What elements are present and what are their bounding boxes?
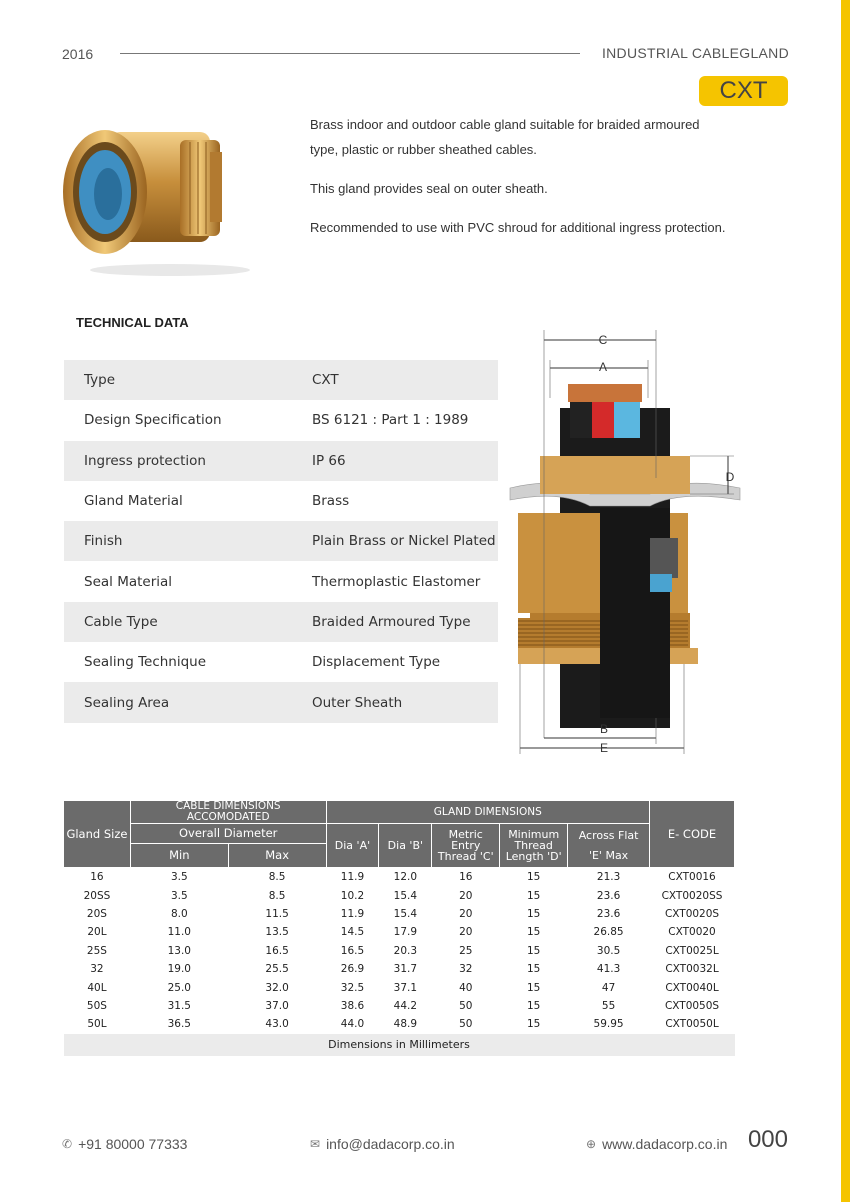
dim-label-e: E <box>599 741 609 755</box>
seal-housing <box>650 538 678 578</box>
table-cell: 37.1 <box>393 981 418 994</box>
table-cell: 15 <box>526 944 541 957</box>
spec-row <box>64 602 498 642</box>
table-cell: CXT0050S <box>664 999 720 1012</box>
table-cell: 41.3 <box>596 963 621 976</box>
cutaway-diagram <box>500 318 750 768</box>
spec-label: Seal Material <box>84 573 173 590</box>
table-cell: 36.5 <box>167 1018 191 1031</box>
model-badge: CXT <box>699 76 788 106</box>
table-cell: 15 <box>526 999 541 1012</box>
table-cell: CXT0020SS <box>661 889 723 902</box>
table-cell: 11.5 <box>265 907 289 920</box>
header-dia-b: Dia 'B' <box>379 824 432 868</box>
table-cell: CXT0016 <box>668 871 716 884</box>
phone-text: +91 80000 77333 <box>78 1136 188 1152</box>
table-cell: 15.4 <box>393 907 418 920</box>
table-row <box>64 1015 735 1033</box>
table-cell: 32.0 <box>265 981 289 994</box>
table-cell: 44.2 <box>393 999 418 1012</box>
table-cell: 26.85 <box>593 926 624 939</box>
table-cell: 59.95 <box>593 1018 624 1031</box>
table-row <box>64 886 735 904</box>
table-row <box>64 905 735 923</box>
spec-value: Brass <box>312 493 350 510</box>
table-cell: CXT0050L <box>665 1018 719 1031</box>
header-rule <box>120 53 580 54</box>
dim-label-b: B <box>599 722 609 736</box>
table-cell: 15 <box>526 1018 541 1031</box>
spec-label: Gland Material <box>84 493 183 510</box>
table-cell: 32 <box>90 963 104 976</box>
table-cell: 21.3 <box>596 871 621 884</box>
spec-value: Thermoplastic Elastomer <box>312 573 481 590</box>
table-cell: 48.9 <box>393 1018 418 1031</box>
header-text: 'E' Max <box>588 849 629 862</box>
header-year: 2016 <box>62 46 94 62</box>
table-cell: 16 <box>459 871 473 884</box>
table-cell: 8.5 <box>268 871 286 884</box>
description-line: Recommended to use with PVC shroud for additional ingress protection. <box>310 220 726 235</box>
table-cell: 8.5 <box>268 889 286 902</box>
table-cell: 20 <box>459 889 473 902</box>
table-cell: 20S <box>86 907 107 920</box>
spec-label: Type <box>84 372 116 389</box>
table-cell: 17.9 <box>393 926 418 939</box>
table-row <box>64 923 735 941</box>
table-cell: 14.5 <box>340 926 365 939</box>
table-cell: 15 <box>526 926 541 939</box>
header-text: Length 'D' <box>505 850 562 863</box>
table-cell: 31.5 <box>167 999 191 1012</box>
photo-shadow <box>90 264 250 276</box>
spec-row <box>64 481 498 521</box>
table-cell: 40 <box>459 981 473 994</box>
table-cell: 8.0 <box>170 907 188 920</box>
table-cell: 10.2 <box>340 889 365 902</box>
header-text: Thread <box>514 839 553 852</box>
table-cell: 25.0 <box>167 981 191 994</box>
table-cell: 50 <box>459 999 473 1012</box>
page-number: 000 <box>747 1126 788 1153</box>
table-cell: 25S <box>86 944 107 957</box>
header-dia-a: Dia 'A' <box>326 824 379 868</box>
table-cell: 43.0 <box>265 1018 289 1031</box>
footer-phone <box>62 1136 187 1152</box>
product-photo <box>50 112 260 282</box>
table-cell: 16.5 <box>340 944 365 957</box>
table-cell: 32 <box>459 963 473 976</box>
description-line: type, plastic or rubber sheathed cables. <box>310 142 537 157</box>
table-cell: 32.5 <box>340 981 365 994</box>
table-cell: 15.4 <box>393 889 418 902</box>
table-cell: 50S <box>86 999 107 1012</box>
website-text: www.dadacorp.co.in <box>602 1136 728 1152</box>
table-cell: 50 <box>459 1018 473 1031</box>
table-cell: 15 <box>526 963 541 976</box>
dimensions-table <box>63 800 735 1056</box>
header-gland-dimensions: GLAND DIMENSIONS <box>326 801 650 824</box>
table-cell: 23.6 <box>596 907 621 920</box>
table-cell: 11.9 <box>340 907 365 920</box>
header-cable-dimensions: CABLE DIMENSIONS ACCOMODATED <box>130 801 326 824</box>
table-cell: 25.5 <box>265 963 289 976</box>
table-cell: 12.0 <box>393 871 418 884</box>
spec-label: Sealing Technique <box>84 654 207 671</box>
table-cell: 15 <box>526 889 541 902</box>
table-cell: 19.0 <box>167 963 191 976</box>
table-cell: 37.0 <box>265 999 289 1012</box>
table-cell: 40L <box>87 981 107 994</box>
table-cell: 20 <box>459 926 473 939</box>
table-cell: 11.0 <box>167 926 191 939</box>
table-cell: CXT0032L <box>665 963 719 976</box>
spec-value: BS 6121 : Part 1 : 1989 <box>312 412 469 429</box>
description-line: This gland provides seal on outer sheath. <box>310 181 548 196</box>
spec-value: IP 66 <box>312 452 346 469</box>
table-cell: 25 <box>459 944 473 957</box>
table-cell: CXT0040L <box>665 981 719 994</box>
table-cell: 3.5 <box>170 889 188 902</box>
header-min: Min <box>130 844 228 868</box>
cable-core-blue <box>614 398 640 438</box>
table-cell: 44.0 <box>340 1018 365 1031</box>
table-cell: 15 <box>526 907 541 920</box>
header-text: Thread 'C' <box>437 850 494 863</box>
spec-value: Plain Brass or Nickel Plated <box>312 533 496 550</box>
globe-icon: ⊕ <box>586 1137 597 1151</box>
spec-row <box>64 400 498 440</box>
header-gland-size: Gland Size <box>64 801 131 868</box>
dimensions-table-body <box>64 868 735 1034</box>
mail-icon: ✉ <box>310 1137 321 1151</box>
dim-label-c: C <box>598 333 608 347</box>
email-text: info@dadacorp.co.in <box>326 1136 455 1152</box>
technical-data-title: TECHNICAL DATA <box>76 315 189 330</box>
product-description <box>310 112 750 240</box>
spec-row <box>64 441 498 481</box>
spec-row <box>64 561 498 601</box>
table-cell: 13.5 <box>265 926 289 939</box>
table-row <box>64 978 735 996</box>
spec-value: CXT <box>312 372 339 389</box>
spec-label: Design Specification <box>84 412 222 429</box>
spec-row <box>64 642 498 682</box>
description-line: Brass indoor and outdoor cable gland suitable for braided armoured <box>310 117 700 132</box>
header-text: Minimum <box>508 828 560 841</box>
header-text: Entry <box>451 839 481 852</box>
table-row <box>64 960 735 978</box>
spec-row <box>64 360 498 400</box>
table-row <box>64 868 735 887</box>
table-row <box>64 997 735 1015</box>
table-cell: 3.5 <box>170 871 188 884</box>
dim-label-a: A <box>598 360 608 374</box>
header-max: Max <box>228 844 326 868</box>
spec-value: Outer Sheath <box>312 694 403 711</box>
table-cell: 30.5 <box>596 944 621 957</box>
dim-label-d: D <box>725 470 735 484</box>
spec-row <box>64 521 498 561</box>
table-cell: 16.5 <box>265 944 289 957</box>
table-cell: 23.6 <box>596 889 621 902</box>
gland-end <box>210 152 222 222</box>
table-cell: CXT0020S <box>664 907 720 920</box>
table-cell: 47 <box>601 981 616 994</box>
technical-data-table <box>64 360 498 723</box>
gland-nut-top <box>540 456 690 494</box>
table-footnote: Dimensions in Millimeters <box>64 1034 735 1056</box>
blue-seal <box>650 574 672 592</box>
table-cell: 20.3 <box>393 944 418 957</box>
table-cell: 20L <box>87 926 107 939</box>
header-minimum-thread-length <box>500 824 568 868</box>
table-cell: 26.9 <box>340 963 365 976</box>
header-category: INDUSTRIAL CABLEGLAND <box>601 45 789 61</box>
spec-label: Ingress protection <box>84 452 206 469</box>
spec-row <box>64 682 498 722</box>
table-footnote-row <box>64 1034 735 1056</box>
header-text: Metric <box>448 828 483 841</box>
footer-email <box>310 1136 455 1152</box>
spec-label: Sealing Area <box>84 694 170 711</box>
table-cell: 50L <box>87 1018 107 1031</box>
table-cell: 31.7 <box>393 963 418 976</box>
table-row <box>64 942 735 960</box>
table-cell: 20SS <box>83 889 111 902</box>
spec-value: Displacement Type <box>312 654 441 671</box>
table-cell: 20 <box>459 907 473 920</box>
table-cell: 16 <box>90 871 104 884</box>
header-overall-diameter: Overall Diameter <box>130 824 326 844</box>
footer-website <box>586 1136 727 1152</box>
header-metric-entry-thread <box>432 824 500 868</box>
table-cell: 55 <box>601 999 616 1012</box>
table-cell: 38.6 <box>340 999 365 1012</box>
yellow-edge-strip <box>841 0 850 1202</box>
table-cell: 15 <box>526 871 541 884</box>
spec-label: Finish <box>84 533 123 550</box>
spec-label: Cable Type <box>84 613 158 630</box>
phone-icon: ✆ <box>62 1137 73 1151</box>
seal-inner <box>94 168 122 220</box>
header-e-code: E- CODE <box>650 801 735 868</box>
header-text: Across Flat <box>578 829 639 842</box>
table-cell: 11.9 <box>340 871 365 884</box>
copper-strands <box>568 384 642 402</box>
table-cell: CXT0020 <box>668 926 716 939</box>
table-cell: CXT0025L <box>665 944 719 957</box>
header-across-flat <box>568 824 650 868</box>
table-cell: 15 <box>526 981 541 994</box>
spec-value: Braided Armoured Type <box>312 613 471 630</box>
table-cell: 13.0 <box>167 944 191 957</box>
